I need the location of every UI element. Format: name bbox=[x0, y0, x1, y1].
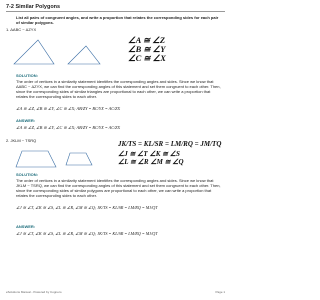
problem-1-solution-heading: SOLUTION: bbox=[16, 73, 38, 78]
handwritten-line: ∠B ≅ ∠Y bbox=[128, 44, 166, 54]
quadrilateral-tsrq bbox=[66, 153, 92, 165]
problem-2-answer-heading: ANSWER: bbox=[16, 224, 36, 229]
problem-2-solution-text: The order of vertices in a similarity statement identifies the corresponding angles and sides. Since we know that JKLM ~ TSRQ, we can find the corresponding angles of this statement and set them congruent to each other. Then, since the corresponding sides of similar polygons are proportional to each other, we can write a proportion that relates the corresponding sides to each other. bbox=[16, 178, 221, 198]
problem-2-solution-heading: SOLUTION: bbox=[16, 172, 38, 177]
page-title: 7-2 Similar Polygons bbox=[6, 4, 61, 10]
handwritten-line: ∠M ≅ ∠Q bbox=[150, 158, 184, 166]
problem-2-figure bbox=[8, 143, 108, 173]
problem-2-label: 2. JKLM ~ TSRQ bbox=[6, 138, 37, 143]
problem-1-label: 1. ΔABC ~ ΔZYX bbox=[6, 27, 37, 32]
handwritten-line: ∠J ≅ ∠T bbox=[118, 150, 148, 158]
problem-1-answer-text: ∠A ≅ ∠Z, ∠B ≅ ∠Y, ∠C ≅ ∠X; AB/ZY = BC/YX = AC/ZX bbox=[16, 125, 121, 130]
instructions: List all pairs of congruent angles, and write a proportion that relates the corresponding sides for each pair of similar polygons. bbox=[16, 15, 219, 25]
footer-source: eSolutions Manual - Powered by Cognero bbox=[6, 290, 62, 294]
triangle-zyx bbox=[68, 46, 100, 64]
quadrilateral-jklm bbox=[16, 151, 56, 167]
handwritten-line: ∠L ≅ ∠R bbox=[118, 158, 149, 166]
problem-2-handwriting-ratio: JK/TS = KL/SR = LM/RQ = JM/TQ bbox=[118, 140, 222, 148]
problem-1-handwriting bbox=[128, 36, 166, 63]
problem-1-solution-math: ∠A ≅ ∠Z, ∠B ≅ ∠Y, ∠C ≅ ∠X; AB/ZY = BC/YX = AC/ZX bbox=[16, 106, 121, 111]
handwritten-line: ∠K ≅ ∠S bbox=[149, 150, 180, 158]
header-rule bbox=[6, 11, 225, 12]
handwritten-line: ∠A ≅ ∠Z bbox=[128, 35, 166, 45]
problem-1-figure bbox=[8, 32, 108, 72]
problem-2-answer-text: ∠J ≅ ∠T, ∠K ≅ ∠S, ∠L ≅ ∠R, ∠M ≅ ∠Q; JK/TS = KL/SR = LM/RQ = MJ/QT bbox=[16, 231, 158, 236]
page-number: Page 1 bbox=[215, 290, 225, 294]
triangle-abc bbox=[14, 40, 54, 64]
problem-1-solution-text: The order of vertices in a similarity statement identifies the corresponding angles and sides. Since we know that ΔABC ~ ΔZYX, we can find the corresponding angles of this statement and set them congruent to each other. Then, since the corresponding sides of similar triangles are proportional to each other, we can write a proportion that relates the corresponding sides to each other. bbox=[16, 79, 221, 99]
problem-2-solution-math: ∠J ≅ ∠T, ∠K ≅ ∠S, ∠L ≅ ∠R, ∠M ≅ ∠Q; JK/TS = KL/SR = LM/RQ = MJ/QT bbox=[16, 205, 158, 210]
handwritten-line: ∠C ≅ ∠X bbox=[128, 53, 166, 63]
problem-2-handwriting bbox=[118, 150, 228, 166]
problem-1-answer-heading: ANSWER: bbox=[16, 118, 36, 123]
